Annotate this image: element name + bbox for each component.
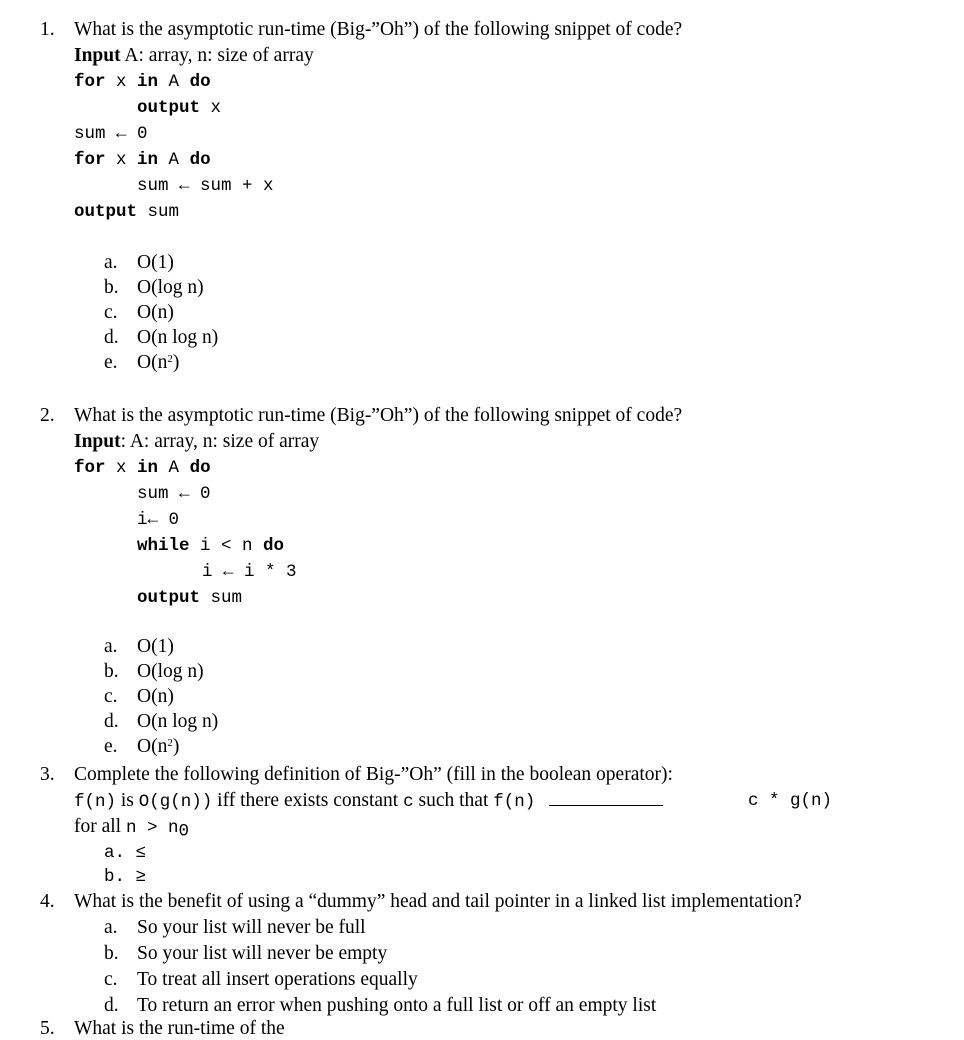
q1-text: What is the asymptotic run-time (Big-”Oh”) of the following snippet of code? [74, 19, 683, 40]
q2-code-line-3: i← 0 [137, 510, 180, 530]
q1-code-line-6: output sum [74, 202, 180, 222]
q2-option-letter: c. [104, 686, 118, 707]
q4-option-letter: c. [104, 969, 118, 990]
q1-option-text: O(n log n) [137, 327, 219, 348]
q2-option-letter: d. [104, 711, 119, 732]
q2-option-text: O(log n) [137, 661, 204, 682]
q5-text: What is the run-time of the [74, 1018, 285, 1039]
q2-code-line-6: output sum [137, 588, 243, 608]
q1-option-text: O(1) [137, 252, 174, 273]
q1-option-text: $O(n^2)$ [137, 352, 180, 373]
q2-code-line-1: for x in A do [74, 458, 211, 478]
q1-option-letter: d. [104, 327, 119, 348]
q3-definition: f(n) is O(g(n)) iff there exists constant c such that f(n) [74, 790, 663, 813]
q2-option-letter: b. [104, 661, 119, 682]
q4-option-text: To return an error when pushing onto a full list or off an empty list [137, 995, 657, 1016]
q1-code-line-4: for x in A do [74, 150, 211, 170]
q2-code-line-2: sum ← 0 [137, 484, 211, 504]
q4-number: 4. [40, 891, 55, 912]
q1-code-line-1: for x in A do [74, 72, 211, 92]
q1-code-line-5: sum ← sum + x [137, 176, 274, 196]
q1-code-line-2: output x [137, 98, 222, 118]
q5-number: 5. [40, 1018, 55, 1039]
q4-text: What is the benefit of using a “dummy” head and tail pointer in a linked list implementation? [74, 891, 802, 912]
q2-option-letter: a. [104, 636, 118, 657]
q3-definition-rhs: c * g(n) [748, 791, 833, 811]
q2-option-letter: e. [104, 736, 118, 757]
q3-option: a. ≤ [104, 843, 147, 863]
q2-text: What is the asymptotic run-time (Big-”Oh”) of the following snippet of code? [74, 405, 683, 426]
q1-input: Input A: array, n: size of array [74, 45, 314, 66]
q2-option-text: O(n) [137, 686, 174, 707]
q1-option-letter: a. [104, 252, 118, 273]
q2-input: Input: A: array, n: size of array [74, 431, 320, 452]
q1-number: 1. [40, 19, 55, 40]
q2-number: 2. [40, 405, 55, 426]
q2-option-text: O(1) [137, 636, 174, 657]
q4-option-text: To treat all insert operations equally [137, 969, 418, 990]
answer-blank [549, 790, 663, 806]
q4-option-text: So your list will never be empty [137, 943, 388, 964]
q3-option: b. ≥ [104, 867, 147, 887]
q1-option-letter: e. [104, 352, 118, 373]
q2-option-text: $O(n^2)$ [137, 736, 180, 757]
q4-option-text: So your list will never be full [137, 917, 366, 938]
q4-option-letter: a. [104, 917, 118, 938]
q1-option-text: O(n) [137, 302, 174, 323]
q2-option-text: O(n log n) [137, 711, 219, 732]
q4-option-letter: d. [104, 995, 119, 1016]
q3-text: Complete the following definition of Big-”Oh” (fill in the boolean operator): [74, 764, 673, 785]
q4-option-letter: b. [104, 943, 119, 964]
q3-forall: for all $n > n_0$ [74, 816, 190, 842]
q1-option-letter: b. [104, 277, 119, 298]
q1-option-letter: c. [104, 302, 118, 323]
q2-code-line-5: i ← i * 3 [202, 562, 297, 582]
q1-option-text: O(log n) [137, 277, 204, 298]
q1-code-line-3: sum ← 0 [74, 124, 148, 144]
q3-number: 3. [40, 764, 55, 785]
q2-code-line-4: while i < n do [137, 536, 285, 556]
